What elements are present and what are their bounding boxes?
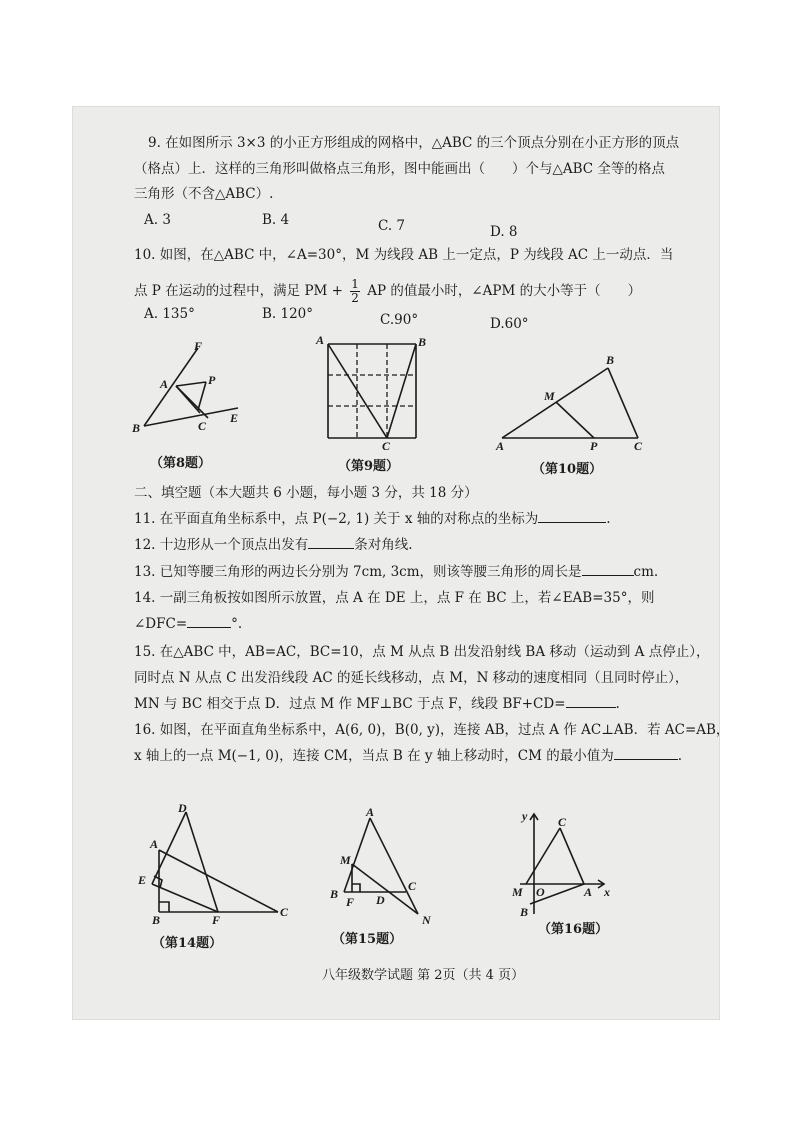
q14-end: °. — [231, 616, 243, 632]
q9-option-d: D. 8 — [490, 224, 518, 240]
q11-answer-blank — [538, 510, 606, 523]
fig9-caption: （第9题） — [338, 459, 400, 474]
q14-text: ∠DFC= — [134, 616, 188, 632]
q13 — [134, 563, 658, 581]
fig14-label-e: E — [138, 873, 147, 887]
q10-fraction-denominator: 2 — [351, 291, 359, 305]
q15-line2: 同时点 N 从点 C 出发沿线段 AC 的延长线移动，点 M，N 移动的速度相同（且同时停止）， — [134, 670, 689, 686]
q10-fraction-numerator: 1 — [351, 277, 359, 291]
fig15-caption: （第15题） — [332, 932, 403, 947]
q9-line2: （格点）上．这样的三角形叫做格点三角形，图中能画出（ ）个与△ABC 全等的格点 — [134, 161, 665, 177]
page-footer: 八年级数学试题 第 2页（共 4 页） — [322, 968, 525, 983]
q11 — [134, 510, 611, 528]
fig14-label-b: B — [152, 913, 161, 926]
figure-8 — [128, 338, 248, 438]
fig15-label-d: D — [376, 893, 385, 907]
fig15-label-n: N — [422, 913, 431, 926]
q9-line1: 9. 在如图所示 3×3 的小正方形组成的网格中，△ABC 的三个顶点分别在小正方形的顶点 — [148, 135, 680, 151]
q9-option-a: A. 3 — [144, 212, 171, 228]
fig14-line-ef — [152, 884, 218, 912]
q12-answer-blank — [308, 536, 354, 549]
fig10-label-c: C — [634, 439, 643, 452]
fig15-label-b: B — [330, 887, 339, 901]
q10-option-d: D.60° — [490, 316, 529, 332]
fig9-label-c: C — [382, 439, 391, 452]
q14-line1: 14. 一副三角板按如图所示放置，点 A 在 DE 上，点 F 在 BC 上，若∠EAB=35°，则 — [134, 590, 655, 606]
q10-line2-post: AP 的值最小时，∠APM 的大小等于（ ） — [367, 283, 642, 299]
fig8-line-fb — [144, 348, 198, 426]
fig8-label-f: F — [194, 339, 203, 353]
fig15-label-c: C — [408, 879, 417, 893]
q13-end: cm. — [633, 564, 659, 580]
fig8-label-p: P — [208, 373, 216, 387]
fig16-label-a: A — [584, 885, 593, 899]
q9-option-b: B. 4 — [262, 212, 290, 228]
fig8-label-a: A — [160, 377, 169, 391]
q10-line2 — [134, 278, 641, 305]
fig16-line-ac — [560, 828, 584, 884]
fig14-label-d: D — [178, 801, 187, 815]
fig14-line-df — [186, 812, 218, 912]
q13-text: 13. 已知等腰三角形的两边长分别为 7cm, 3cm，则该等腰三角形的周长是 — [134, 564, 582, 580]
fig9-label-b: B — [418, 335, 427, 349]
fig9-label-a: A — [316, 333, 325, 347]
q10-fraction — [350, 278, 360, 305]
fig16-label-m: M — [512, 885, 523, 899]
q9-option-c: C. 7 — [378, 218, 406, 234]
q10-line1: 10. 如图，在△ABC 中，∠A=30°，M 为线段 AB 上一定点，P 为线段 AC 上一动点．当 — [134, 247, 674, 263]
figure-10 — [492, 352, 662, 452]
fig15-right-angle-f — [352, 884, 360, 892]
figure-9 — [312, 332, 436, 452]
fig16-caption: （第16题） — [538, 922, 609, 937]
q14-answer-blank — [187, 615, 231, 628]
q16-end: . — [677, 748, 683, 764]
q12-end: 条对角线. — [354, 537, 413, 553]
q12-text: 12. 十边形从一个顶点出发有 — [134, 537, 309, 553]
fig15-label-m: M — [340, 853, 351, 867]
fig8-label-c: C — [198, 419, 207, 433]
q15-line3 — [134, 695, 620, 713]
q16-line1: 16. 如图，在平面直角坐标系中，A(6, 0)，B(0, y)，连接 AB，过点 A 作 AC⊥AB．若 AC=AB， — [134, 722, 730, 738]
fig8-caption: （第8题） — [150, 456, 212, 471]
fig14-label-c: C — [280, 905, 289, 919]
fig16-label-b: B — [520, 905, 529, 919]
fig8-line-be — [144, 408, 238, 426]
fig16-label-y: y — [522, 809, 528, 823]
q10-line2-pre: 点 P 在运动的过程中，满足 PM + — [134, 283, 343, 299]
figure-15 — [318, 800, 438, 926]
fig16-line-mc — [526, 828, 560, 884]
q15-text: MN 与 BC 相交于点 D．过点 M 作 MF⊥BC 于点 F，线段 BF+CD= — [134, 696, 566, 712]
fig9-line-bc — [387, 344, 416, 438]
fig16-label-x: x — [604, 885, 610, 899]
fig15-label-a: A — [366, 805, 375, 819]
fig16-label-c: C — [558, 815, 567, 829]
fig10-label-m: M — [544, 389, 555, 403]
q16-answer-blank — [614, 747, 678, 760]
fig14-caption: （第14题） — [152, 936, 223, 951]
fig10-label-b: B — [606, 353, 615, 367]
fig10-label-p: P — [590, 439, 598, 452]
fig9-line-ac — [328, 344, 387, 438]
q9-line3: 三角形（不含△ABC）. — [134, 186, 274, 202]
fig15-label-f: F — [346, 895, 355, 909]
q16-line2 — [134, 747, 682, 765]
q10-option-a: A. 135° — [144, 306, 195, 322]
fig14-line-ac — [159, 850, 278, 912]
q13-answer-blank — [582, 563, 634, 576]
figure-16 — [500, 808, 620, 924]
fig10-caption: （第10题） — [532, 462, 603, 477]
fig8-label-e: E — [230, 411, 239, 425]
fig8-line-ap — [176, 382, 206, 386]
fig10-line-ab — [502, 368, 608, 438]
fig8-label-b: B — [132, 421, 141, 435]
fig8-line-pc — [198, 382, 206, 410]
q10-option-c: C.90° — [380, 312, 419, 328]
fig14-label-f: F — [212, 913, 221, 926]
fig16-label-o: O — [536, 885, 545, 899]
fig14-label-a: A — [150, 837, 159, 851]
fig10-line-bc — [608, 368, 638, 438]
fig10-label-a: A — [496, 439, 505, 452]
section2-title: 二、填空题（本大题共 6 小题，每小题 3 分，共 18 分） — [134, 485, 478, 501]
q11-end: . — [606, 511, 611, 527]
fig10-line-mp — [556, 402, 594, 438]
figure-14 — [132, 800, 296, 926]
q16-text: x 轴上的一点 M(−1, 0)，连接 CM，当点 B 在 y 轴上移动时，CM 的最小值为 — [134, 748, 614, 764]
q15-end: . — [615, 696, 620, 712]
q10-option-b: B. 120° — [262, 306, 314, 322]
q11-text: 11. 在平面直角坐标系中，点 P(−2, 1) 关于 x 轴的对称点的坐标为 — [134, 511, 539, 527]
q12 — [134, 536, 413, 554]
q15-answer-blank — [566, 695, 616, 708]
q15-line1: 15. 在△ABC 中，AB=AC，BC=10，点 M 从点 B 出发沿射线 BA 移动（运动到 A 点停止）， — [134, 644, 710, 660]
fig8-line-inner — [176, 386, 200, 413]
q14-line2 — [134, 615, 242, 633]
fig14-right-angle-b — [159, 902, 169, 912]
